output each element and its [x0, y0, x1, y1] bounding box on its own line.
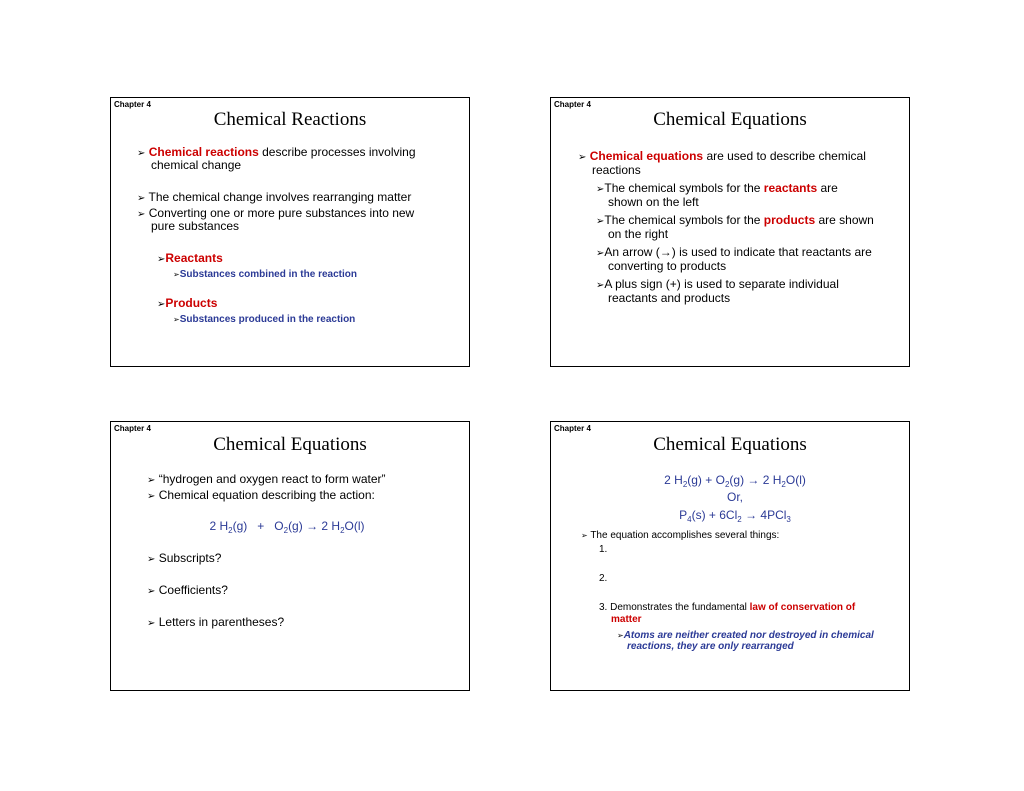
bullet-arrow-icon: ➢: [137, 148, 146, 159]
bullet-chemical-reactions: ➢ Chemical reactions describe processes involving: [137, 145, 416, 159]
bullet-chemical-equation: ➢ Chemical equation describing the action:: [147, 488, 375, 502]
bullet-continuation: on the right: [608, 227, 669, 241]
bullet-arrow-icon: ➢: [157, 299, 166, 310]
bullet-converting: ➢ Converting one or more pure substances into new: [137, 206, 415, 220]
slide-chemical-equations-1: [550, 97, 910, 367]
bullet-arrow-icon: ➢: [173, 315, 180, 324]
list-item-3: 3. Demonstrates the fundamental law of conservation of: [599, 602, 856, 613]
bullet-arrow-icon: ➢: [581, 531, 588, 540]
bullet-arrow-icon: ➢: [596, 216, 605, 227]
bullet-arrow-icon: ➢: [147, 618, 156, 629]
sub-bullet-arrow: ➢An arrow (→) is used to indicate that reactants are: [596, 245, 872, 259]
phosphorus-equation: $P_4(s) + 6Cl_2 \to 4PCl_3$: [679, 508, 791, 524]
chapter-label: Chapter 4: [114, 100, 151, 109]
bullet-continuation: shown on the left: [608, 195, 699, 209]
bullet-arrow-icon: ➢: [147, 586, 156, 597]
bullet-letters: ➢ Letters in parentheses?: [147, 615, 285, 629]
water-equation: 2 $H_2(g) + O_2(g) \to 2$ $H_2O(l)$: [664, 473, 806, 489]
bullet-continuation: chemical change: [151, 158, 242, 172]
list-item-2: 2.: [599, 573, 608, 584]
bullet-accomplishes: ➢ The equation accomplishes several things:: [581, 530, 780, 541]
bullet-arrow-icon: ➢: [157, 254, 166, 265]
reactants-description: ➢Substances combined in the reaction: [173, 269, 357, 280]
chapter-label: Chapter 4: [554, 100, 591, 109]
bullet-arrow-icon: ➢: [578, 152, 587, 163]
sub-bullet-products: ➢The chemical symbols for the products are shown: [596, 213, 874, 227]
slide-title: Chemical Equations: [653, 434, 807, 455]
slide-chemical-equations-2: [110, 421, 470, 691]
list-item-1: 1.: [599, 544, 608, 555]
bullet-chemical-equations: ➢ Chemical equations are used to describe chemical: [578, 149, 866, 163]
bullet-arrow-icon: ➢: [596, 280, 605, 291]
bullet-quote: ➢ “hydrogen and oxygen react to form water”: [147, 472, 386, 486]
chapter-label: Chapter 4: [114, 424, 151, 433]
bullet-continuation: reactions: [592, 163, 641, 177]
bullet-subscripts: ➢ Subscripts?: [147, 551, 222, 565]
bullet-arrow-icon: ➢: [147, 475, 156, 486]
conservation-note: ➢Atoms are neither created nor destroyed in chemical: [617, 630, 874, 641]
conservation-note-continuation: reactions, they are only rearranged: [627, 641, 794, 652]
bullet-arrow-icon: ➢: [596, 184, 605, 195]
bullet-continuation: pure substances: [151, 219, 240, 233]
list-item-continuation: matter: [611, 614, 642, 625]
bullet-arrow-icon: ➢: [137, 209, 146, 220]
bullet-continuation: reactants and products: [608, 291, 731, 305]
or-label: Or,: [726, 490, 743, 504]
slide-title: Chemical Equations: [213, 434, 367, 455]
chapter-label: Chapter 4: [554, 424, 591, 433]
bullet-rearranging: ➢ The chemical change involves rearranging matter: [137, 190, 412, 204]
bullet-arrow-icon: ➢: [617, 631, 624, 640]
bullet-reactants: ➢Reactants: [157, 251, 223, 265]
bullet-arrow-icon: ➢: [147, 491, 156, 502]
water-equation: 2 $H_2(g) + O_2(g) \to 2$ $H_2O(l)$: [209, 519, 365, 535]
slide-title: Chemical Equations: [653, 109, 807, 130]
slide-title: Chemical Reactions: [213, 109, 367, 130]
slide-chemical-equations-3: [550, 421, 910, 691]
sub-bullet-reactants: ➢The chemical symbols for the reactants are: [596, 181, 838, 195]
bullet-arrow-icon: ➢: [596, 248, 605, 259]
bullet-coefficients: ➢ Coefficients?: [147, 583, 228, 597]
bullet-continuation: converting to products: [608, 259, 727, 273]
products-description: ➢Substances produced in the reaction: [173, 314, 356, 325]
bullet-arrow-icon: ➢: [173, 270, 180, 279]
bullet-products: ➢Products: [157, 296, 218, 310]
sub-bullet-plus: ➢A plus sign (+) is used to separate individual: [596, 277, 839, 291]
slide-chemical-reactions: [110, 97, 470, 367]
bullet-arrow-icon: ➢: [147, 554, 156, 565]
bullet-arrow-icon: ➢: [137, 193, 146, 204]
